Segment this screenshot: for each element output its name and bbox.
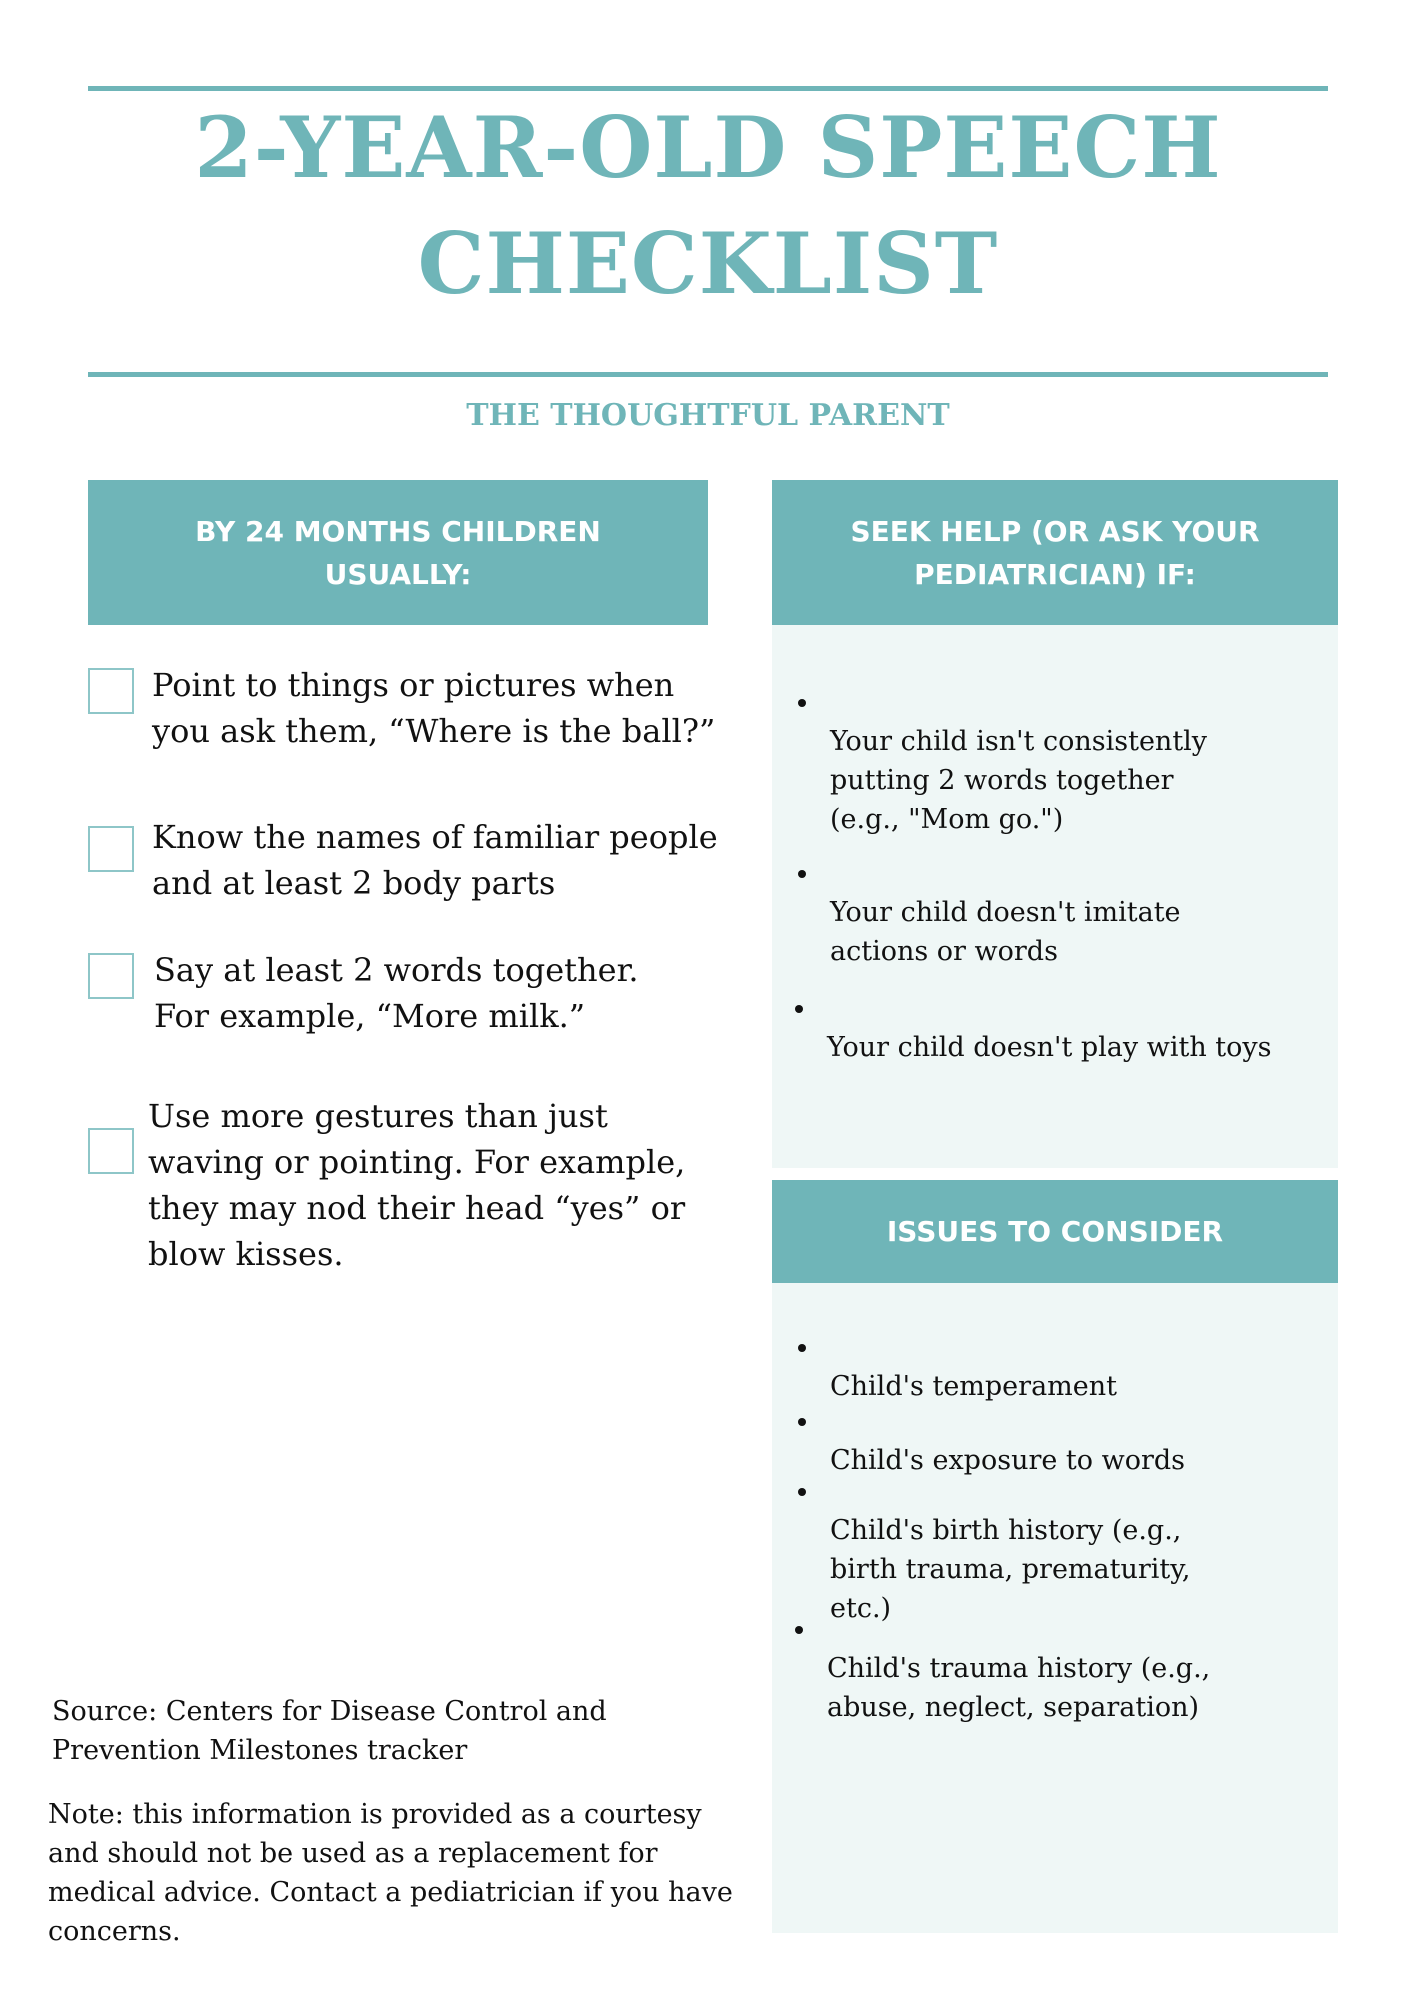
disclaimer-note: Note: this information is provided as a courtesy and should not be used as a replacement for medical advice. Contact a pediatrician if you have concerns. [48, 1799, 733, 1947]
list-item: Your child doesn't imitate actions or words [830, 854, 1181, 971]
issues-heading: ISSUES TO CONSIDER [772, 1180, 1338, 1283]
list-item: Your child doesn't play with toys [827, 989, 1272, 1067]
list-item: Child's birth history (e.g., birth trauma, prematurity, etc.) [830, 1472, 1191, 1628]
list-item: Your child isn't consistently putting 2 words together (e.g., "Mom go.") [830, 683, 1207, 839]
checklist-item-text: Use more gestures than just waving or pointing. For example, they may nod their head “yes” or blow kisses. [148, 1097, 686, 1273]
bullet-dot-icon [798, 1418, 806, 1426]
seek-help-heading: SEEK HELP (OR ASK YOUR PEDIATRICIAN) IF: [772, 480, 1338, 625]
checkbox[interactable] [88, 1128, 134, 1174]
bullet-dot-icon [798, 699, 806, 707]
checkbox[interactable] [88, 953, 134, 999]
list-item: Child's temperament [830, 1328, 1117, 1406]
source-text: Source: Centers for Disease Control and Prevention Milestones tracker [52, 1696, 607, 1766]
page-title [88, 90, 1328, 322]
checkbox[interactable] [88, 668, 134, 714]
checklist-item-text: Say at least 2 words together. For example, “More milk.” [154, 951, 639, 1035]
list-item: Child's trauma history (e.g., abuse, neglect, separation) [827, 1610, 1210, 1727]
bullet-dot-icon [795, 1005, 803, 1013]
bullet-dot-icon [798, 870, 806, 878]
checklist-item-text: Point to things or pictures when you ask them, “Where is the ball?” [152, 666, 716, 750]
bullet-dot-icon [795, 1626, 803, 1634]
bullet-dot-icon [798, 1344, 806, 1352]
title-line-2: CHECKLIST [417, 214, 999, 313]
checklist-item-text: Know the names of familiar people and at least 2 body parts [152, 818, 718, 902]
checkbox[interactable] [88, 826, 134, 872]
title-line-1: 2-YEAR-OLD SPEECH [194, 98, 1222, 197]
brand-subtitle: THE THOUGHTFUL PARENT [466, 398, 950, 433]
milestones-heading: BY 24 MONTHS CHILDREN USUALLY: [88, 480, 708, 625]
bullet-dot-icon [798, 1488, 806, 1496]
title-divider [88, 372, 1328, 377]
list-item: Child's exposure to words [830, 1402, 1185, 1480]
